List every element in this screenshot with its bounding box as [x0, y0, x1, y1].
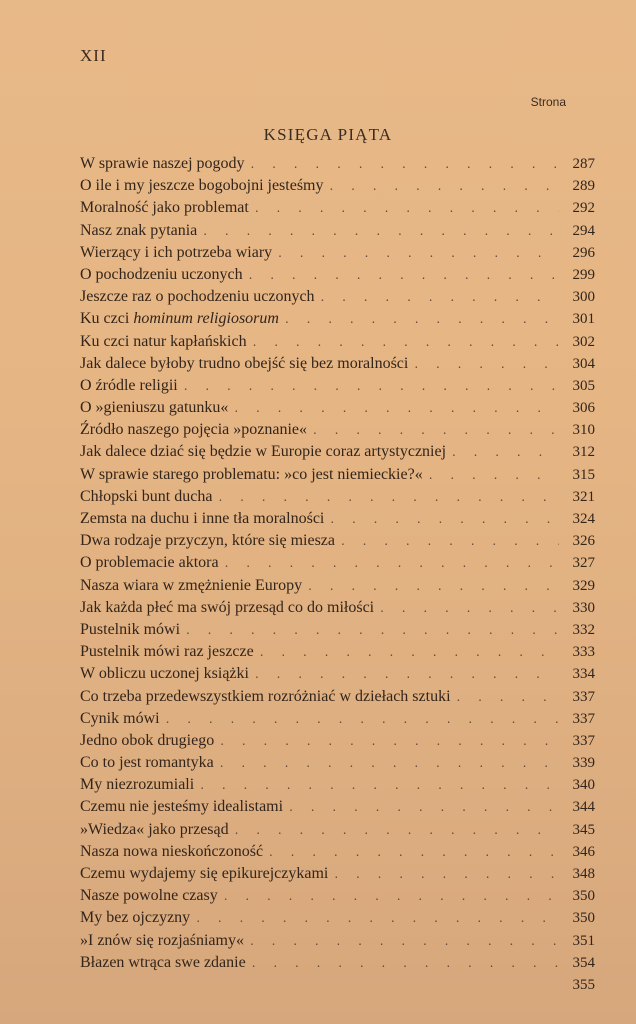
toc-entry: [80, 353, 595, 375]
toc-entry: [80, 663, 595, 685]
toc-entry-title: Błazen wtrąca swe zdanie: [80, 953, 246, 971]
toc-dot-leader: [252, 952, 559, 974]
toc-entry: [80, 952, 595, 974]
toc-entry-title: Wierzący i ich potrzeba wiary: [80, 243, 273, 261]
toc-entry-page: 355: [572, 976, 595, 993]
toc-entry-title-plain: Ku czci: [80, 310, 134, 328]
toc-entry-title: Jedno obok drugiego: [80, 731, 215, 749]
toc-entry-page: 296: [572, 244, 595, 261]
toc-entry: [80, 286, 595, 308]
toc-entry: [80, 575, 595, 597]
toc-entry-title: Nasza nowa nieskończoność: [80, 842, 264, 860]
toc-dot-leader: [200, 774, 559, 796]
toc-entry: [80, 907, 595, 929]
toc-dot-leader: [330, 175, 560, 197]
toc-dot-leader: [260, 641, 559, 663]
toc-entry-title: Nasze powolne czasy: [80, 887, 218, 905]
toc-entry-title: My bez ojczyzny: [80, 909, 191, 927]
toc-entry-title: O ile i my jeszcze bogobojni jesteśmy: [80, 177, 324, 195]
toc-entry: [80, 220, 595, 242]
page-column-header: Strona: [530, 95, 566, 109]
toc-entry-page: 310: [572, 422, 595, 439]
toc-entry-title: Zemsta na duchu i inne tła moralności: [80, 510, 325, 527]
toc-entry-page: 301: [572, 311, 595, 328]
toc-entry: [80, 441, 595, 463]
toc-dot-leader: [308, 575, 559, 597]
toc-entry-title: Nasz znak pytania: [80, 221, 198, 239]
toc-entry-page: 315: [572, 466, 595, 483]
toc-entry-page: 339: [572, 755, 595, 772]
toc-entry-page: 346: [572, 843, 595, 860]
toc-entry-title: Dwa rodzaje przyczyn, które się miesza: [80, 532, 335, 550]
toc-entry: [80, 419, 595, 441]
toc-dot-leader: [224, 885, 559, 907]
page-number: XII: [80, 46, 107, 65]
toc-entry-page: 333: [572, 644, 595, 661]
toc-entry-title: W obliczu uczonej książki: [80, 665, 249, 683]
toc-entry-page: 304: [572, 355, 595, 372]
toc-entry-title: Jak dalece dziać się będzie w Europie coraz artystyczniej: [80, 443, 447, 461]
toc-entry-title: Pustelnik mówi: [80, 620, 181, 638]
toc-entry: [80, 752, 595, 774]
toc-entry-page: 300: [572, 289, 595, 306]
toc-entry-title: Moralność jako problemat: [80, 199, 249, 217]
toc-entry-title: Jak dalece byłoby trudno obejść się bez moralności: [80, 354, 409, 372]
section-title: KSIĘGA PIĄTA: [263, 125, 393, 144]
toc-dot-leader: [184, 375, 559, 397]
toc-dot-leader: [321, 286, 559, 308]
toc-entry-title: My niezrozumiali: [80, 776, 195, 794]
toc-entry: [80, 708, 595, 730]
toc-entry: [80, 597, 595, 619]
toc-entry-page: 330: [572, 599, 595, 616]
toc-entry: [80, 730, 595, 752]
toc-entry: [80, 197, 595, 219]
toc-entry-title: Nasza wiara w zmężnienie Europy: [80, 576, 303, 594]
toc-entry-title: Czemu wydajemy się epikurejczykami: [80, 865, 329, 882]
toc-dot-leader: [255, 663, 559, 685]
toc-entry-page: 299: [572, 266, 595, 283]
toc-dot-leader: [269, 841, 559, 863]
toc-dot-leader: [225, 552, 559, 574]
toc-entry: [80, 819, 595, 841]
toc-entry: [80, 974, 595, 996]
toc-entry-page: 306: [572, 400, 595, 417]
toc-entry-title: W sprawie starego problematu: »co jest niemieckie?«: [80, 465, 423, 483]
toc-entry-page: 292: [572, 200, 595, 217]
toc-entry: [80, 264, 595, 286]
toc-dot-leader: [313, 419, 559, 441]
toc-entry-page: 351: [572, 932, 595, 949]
toc-entry: [80, 464, 595, 486]
toc-entry-title: Co trzeba przedewszystkiem rozróżniać w dziełach sztuki: [80, 687, 451, 705]
toc-entry: [80, 841, 595, 863]
toc-entry-title: »Wiedza« jako przesąd: [80, 820, 229, 838]
toc-dot-leader: [196, 907, 559, 929]
toc-entry-page: 350: [572, 910, 595, 927]
toc-entry-title: Pustelnik mówi raz jeszcze: [80, 643, 254, 661]
toc-entry: [80, 375, 595, 397]
toc-entry-page: 348: [572, 866, 595, 882]
toc-entry: [80, 686, 595, 708]
toc-dot-leader: [278, 242, 559, 264]
toc-dot-leader: [203, 220, 559, 242]
toc-dot-leader: [330, 508, 559, 530]
toc-entry-page: 312: [572, 444, 595, 461]
toc-dot-leader: [429, 464, 559, 486]
toc-entry: [80, 397, 595, 419]
toc-dot-leader: [166, 708, 559, 730]
toc-entry-title: O »gieniuszu gatunku«: [80, 399, 229, 417]
toc-entry-title: O pochodzeniu uczonych: [80, 265, 243, 283]
toc-dot-leader: [285, 308, 559, 330]
toc-entry-page: 324: [572, 511, 595, 527]
toc-entry-title: Jeszcze raz o pochodzeniu uczonych: [80, 288, 315, 306]
toc-entry-page: 289: [572, 178, 595, 195]
toc-entry: [80, 619, 595, 641]
toc-entry-page: 337: [572, 732, 595, 749]
toc-dot-leader: [220, 730, 559, 752]
toc-entry: [80, 331, 595, 353]
toc-dot-leader: [218, 486, 559, 508]
toc-dot-leader: [452, 441, 559, 463]
toc-dot-leader: [220, 752, 559, 774]
toc-entry-title: Jak każda płeć ma swój przesąd co do miłości: [80, 598, 375, 616]
toc-entry-title: W sprawie naszej pogody: [80, 155, 245, 172]
toc-entry-title: Co to jest romantyka: [80, 754, 214, 772]
toc-entry-title-italic: hominum religiosorum: [133, 310, 279, 328]
toc-entry: [80, 863, 595, 885]
table-of-contents: [80, 153, 595, 996]
toc-entry-page: 287: [572, 156, 595, 172]
toc-entry-title: Ku czci natur kapłańskich: [80, 332, 247, 350]
toc-entry-title: O źródle religii: [80, 376, 178, 394]
toc-entry-page: 344: [572, 799, 595, 816]
toc-entry-page: 327: [572, 555, 595, 572]
toc-dot-leader: [341, 530, 559, 552]
toc-entry: [80, 242, 595, 264]
toc-entry-page: 334: [572, 666, 595, 683]
toc-entry: [80, 153, 595, 175]
toc-entry: [80, 175, 595, 197]
toc-entry-page: 305: [572, 377, 595, 394]
toc-entry: [80, 774, 595, 796]
toc-entry: [80, 930, 595, 952]
toc-entry: [80, 552, 595, 574]
toc-entry-title: Czemu nie jesteśmy idealistami: [80, 798, 284, 816]
toc-dot-leader: [234, 397, 559, 419]
toc-dot-leader: [249, 264, 559, 286]
toc-entry-page: 337: [572, 710, 595, 727]
toc-entry-title: [80, 308, 279, 330]
toc-entry: [80, 796, 595, 818]
toc-entry: [80, 508, 595, 530]
toc-dot-leader: [334, 863, 559, 885]
toc-dot-leader: [250, 930, 559, 952]
toc-dot-leader: [414, 353, 559, 375]
toc-dot-leader: [380, 597, 559, 619]
toc-entry-page: 329: [572, 577, 595, 594]
toc-dot-leader: [255, 197, 559, 219]
toc-entry-page: 321: [572, 488, 595, 505]
toc-entry: [80, 641, 595, 663]
toc-dot-leader: [186, 619, 559, 641]
toc-dot-leader: [289, 796, 559, 818]
toc-entry-page: 332: [572, 621, 595, 638]
toc-dot-leader: [457, 686, 559, 708]
toc-entry-page: 350: [572, 888, 595, 905]
toc-entry-title: »I znów się rozjaśniamy«: [80, 931, 244, 949]
toc-entry-title: Chłopski bunt ducha: [80, 487, 213, 505]
toc-entry-page: 326: [572, 533, 595, 550]
toc-entry: [80, 308, 595, 330]
toc-entry-page: 345: [572, 821, 595, 838]
toc-dot-leader: [235, 819, 559, 841]
toc-entry-page: 354: [572, 954, 595, 971]
toc-entry-page: 294: [572, 222, 595, 239]
toc-entry: [80, 885, 595, 907]
toc-entry: [80, 486, 595, 508]
toc-entry-title: Źródło naszego pojęcia »poznanie«: [80, 421, 308, 439]
toc-entry-page: 340: [572, 777, 595, 794]
toc-entry-page: 302: [572, 333, 595, 350]
toc-dot-leader: [253, 331, 559, 353]
toc-entry: [80, 530, 595, 552]
toc-entry-title: O problemacie aktora: [80, 554, 219, 572]
toc-entry-page: 337: [572, 688, 595, 705]
toc-dot-leader: [251, 153, 559, 175]
toc-entry-title: Cynik mówi: [80, 709, 160, 727]
